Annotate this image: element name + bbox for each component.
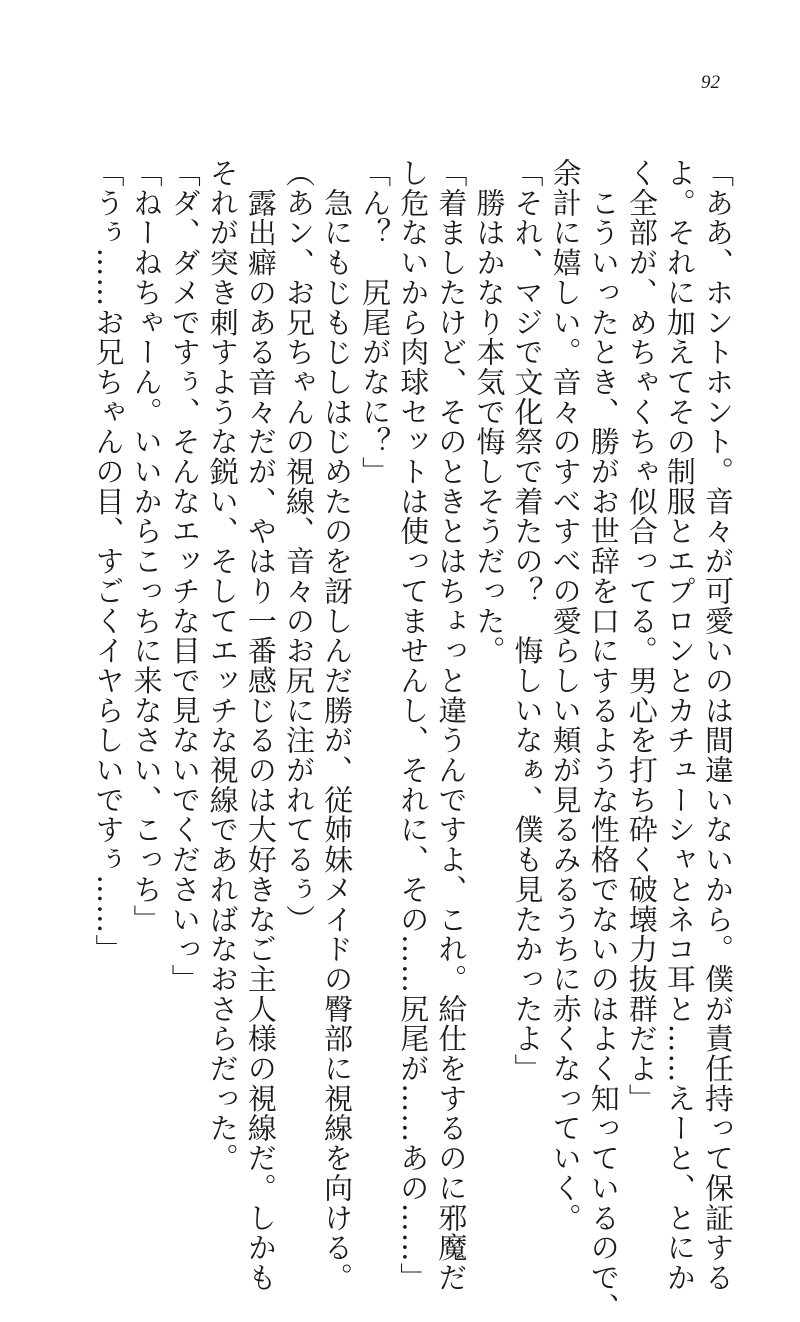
text-line: 「ああ、ホントホント。音々が可愛いのは間違いないから。僕が責任持って保証する [701,158,735,1293]
text-line: 「着ましたけど、そのときとはちょっと違うんですよ、これ。給仕をするのに邪魔だ [434,158,469,1293]
page-number: 92 [701,72,720,93]
text-line: こういったとき、勝がお世辞を口にするような性格でないのはよく知っているので、 [586,158,621,1322]
text-line: 「ねーねちゃーん。いいからこっちに来なさい、こっち」 [129,158,164,935]
text-line: 「それ、マジで文化祭で着たの？ 悔しいなぁ、僕も見たかったよ」 [510,158,545,1084]
text-line: よ。それに加えてその制服とエプロンとカチューシャとネコ耳と……えーと、とにか [662,158,697,1293]
text-line: 「うぅ……お兄ちゃんの目、すごくイヤらしいですぅ……」 [91,158,126,964]
vertical-text-block [91,158,735,1322]
text-line: 余計に嬉しい。音々のすべすべの愛らしい頬が見るみるうちに赤くなっていく。 [548,158,583,1233]
text-line: 急にもじもじしはじめたのを訝しんだ勝が、従姉妹メイドの臀部に視線を向ける。 [320,158,355,1293]
text-line: 「ん？ 尻尾がなに？」 [358,158,393,487]
text-line: それが突き刺すような鋭い、そしてエッチな視線であればなおさらだった。 [205,158,240,1173]
text-line: 勝はかなり本気で悔しそうだった。 [472,158,507,666]
text-line: 「ダ、ダメですぅ、そんなエッチな目で見ないでくださいっ」 [167,158,202,994]
text-line: （あン、お兄ちゃんの視線、音々のお尻に注がれてるぅ） [281,158,316,935]
text-line: し危ないから肉球セットは使ってませんし、それに、その……尻尾が……あの……」 [396,158,431,1293]
text-line: く全部が、めちゃくちゃ似合ってる。男心を打ち砕く破壊力抜群だよ」 [624,158,659,1114]
text-line: 露出癖のある音々だが、やはり一番感じるのは大好きなご主人様の視線だ。しかも [243,158,278,1293]
